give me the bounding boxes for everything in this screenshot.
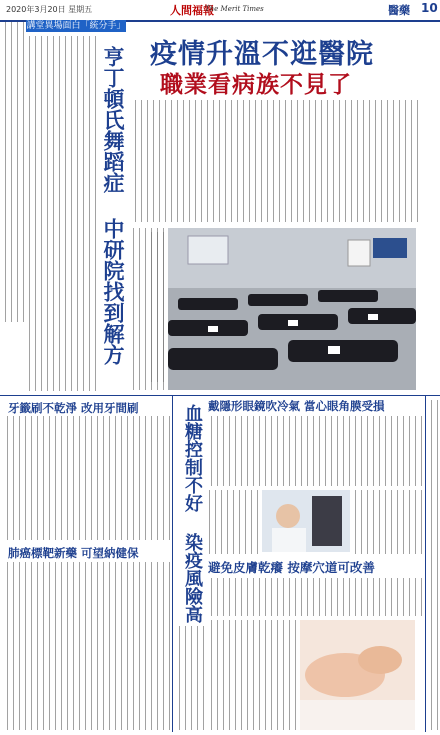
page-header [0, 0, 440, 22]
huntington-article-body [26, 36, 96, 391]
column-divider-left [172, 396, 173, 732]
skin-massage-photo [300, 620, 415, 730]
side-band: 講堂異場面白「統分手」 [26, 21, 126, 31]
waiting-room-illustration [168, 228, 416, 390]
newspaper-logo: 人間福報 [170, 4, 214, 17]
huntington-headline: 亨丁頓氏舞蹈症 中研院找到解方 [101, 46, 126, 365]
contact-lens-headline: 戴隱形眼鏡吹冷氣 當心眼角膜受損 [208, 399, 385, 413]
main-photo-caption [150, 232, 164, 382]
right-edge-column [428, 400, 438, 730]
newspaper-logo-english: The Merit Times [205, 5, 264, 13]
contact-lens-article-body-3 [354, 490, 422, 554]
skin-headline: 避免皮膚乾癢 按摩穴道可改善 [208, 560, 375, 575]
contact-lens-article-body [208, 416, 422, 486]
teeth-article-body [6, 416, 170, 540]
skin-article-body [208, 578, 422, 616]
section-name: 醫藥 [388, 4, 410, 17]
teeth-headline: 牙籤刷不乾淨 改用牙間刷 [8, 401, 139, 415]
eye-exam-illustration [262, 490, 350, 552]
page-number: 10 [421, 1, 438, 15]
blood-sugar-article-body [176, 626, 204, 730]
column-divider-right [425, 396, 426, 732]
skin-article-body-2 [208, 620, 296, 730]
contact-lens-article-body-2 [208, 490, 258, 554]
main-article-body [132, 100, 418, 222]
main-headline: 疫情升溫不逛醫院 [150, 39, 374, 70]
side-column-text [2, 22, 24, 322]
skin-massage-illustration [300, 620, 415, 730]
eye-exam-photo [262, 490, 350, 552]
issue-date: 2020年3月20日 星期五 [6, 5, 93, 14]
lung-headline: 肺癌標靶新藥 可望納健保 [8, 546, 139, 560]
blood-sugar-headline: 血糖控制不好 染疫風險高 [182, 404, 203, 623]
lung-article-body [6, 562, 170, 730]
main-subheadline: 職業看病族不見了 [160, 71, 352, 98]
section-divider [0, 395, 440, 396]
hospital-waiting-room-photo [168, 228, 416, 390]
